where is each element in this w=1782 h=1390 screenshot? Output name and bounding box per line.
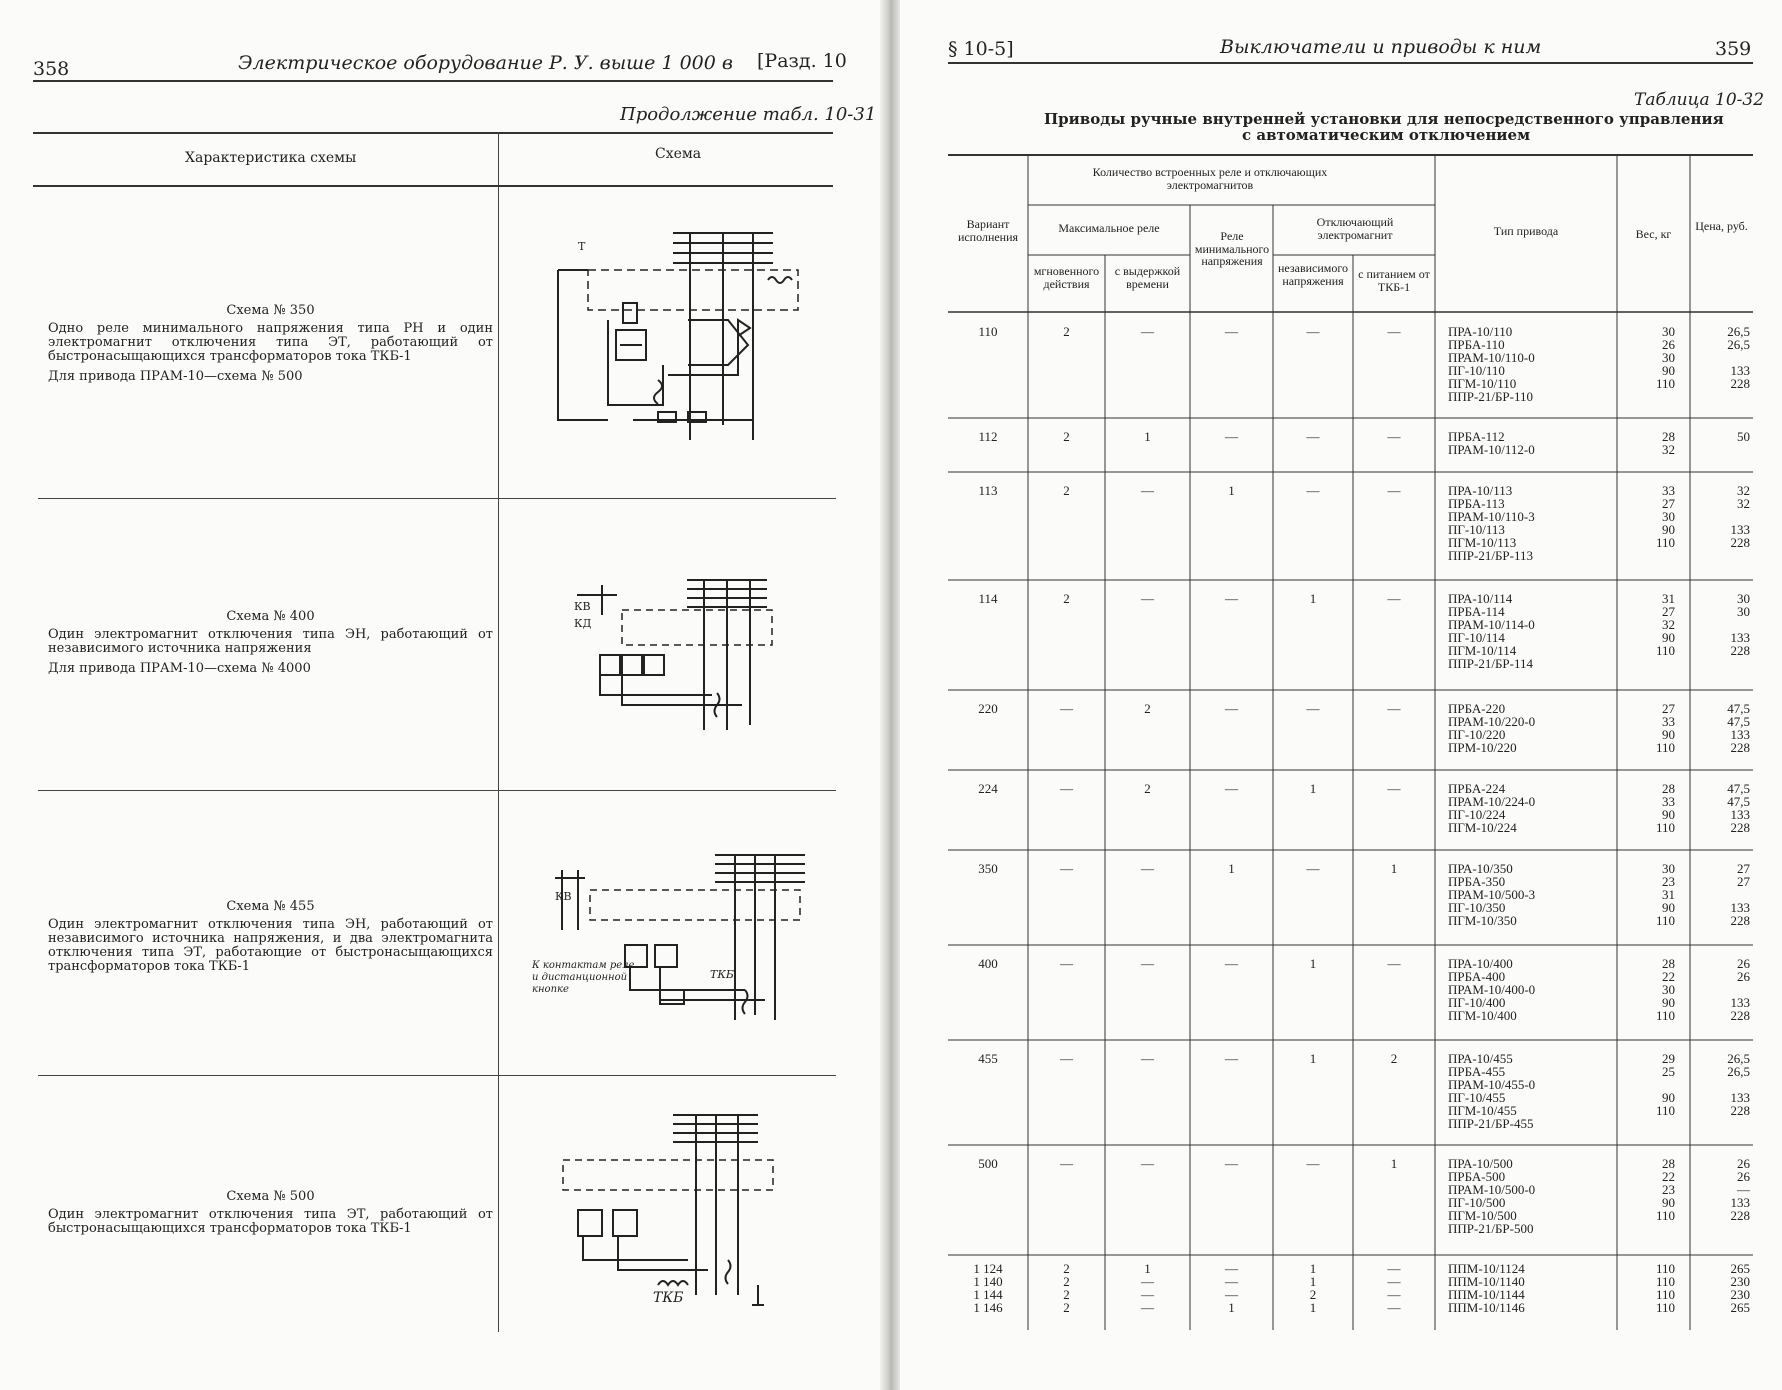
table-top-rule bbox=[33, 132, 833, 134]
scheme-455-title: Схема № 455 bbox=[226, 899, 315, 914]
cell-w: 27 bbox=[1662, 701, 1675, 716]
cell-c5: — bbox=[1387, 1274, 1401, 1289]
cell-types: ПРАМ-10/400-0 bbox=[1448, 982, 1536, 997]
cell-types: ПРБА-113 bbox=[1448, 496, 1505, 511]
cell-types: ППР-21/БР-455 bbox=[1448, 1116, 1534, 1131]
scheme-455-description bbox=[48, 900, 493, 980]
cell-types: ПРБА-455 bbox=[1448, 1064, 1506, 1079]
cell-v: 400 bbox=[978, 956, 998, 971]
cell-w: 30 bbox=[1662, 861, 1675, 876]
cell-c3: — bbox=[1225, 324, 1238, 339]
cell-types: ПГМ-10/455 bbox=[1448, 1103, 1517, 1118]
left-page bbox=[0, 0, 880, 1390]
cell-w: 28 bbox=[1662, 429, 1675, 444]
cell-c5: — bbox=[1387, 1261, 1401, 1276]
cell-c2: — bbox=[1141, 1300, 1154, 1315]
cell-c4: — bbox=[1306, 429, 1320, 444]
row-rule-2 bbox=[38, 790, 836, 791]
cell-v: 112 bbox=[978, 429, 998, 444]
cell-types: ПГ-10/455 bbox=[1448, 1090, 1506, 1105]
scheme-350-note: Для привода ПРАМ-10—схема № 500 bbox=[48, 369, 303, 384]
cell-w: 28 bbox=[1662, 956, 1675, 971]
cell-types: ППР-21/БР-110 bbox=[1448, 389, 1533, 404]
cell-types: ПГМ-10/224 bbox=[1448, 820, 1517, 835]
cell-v: 1 144 bbox=[973, 1287, 1003, 1302]
cell-v: 114 bbox=[978, 591, 998, 606]
cell-types: ПРА-10/500 bbox=[1448, 1156, 1513, 1171]
cell-w: 22 bbox=[1662, 1169, 1675, 1184]
scheme-400-description bbox=[48, 610, 493, 682]
cell-w: 110 bbox=[1655, 376, 1675, 391]
scheme-400-diagram bbox=[572, 575, 782, 745]
cell-p: 47,5 bbox=[1727, 714, 1750, 729]
cell-w: 90 bbox=[1662, 727, 1675, 742]
cell-c5: 1 bbox=[1390, 1156, 1398, 1171]
cell-w: 110 bbox=[1655, 1008, 1675, 1023]
cell-c5: — bbox=[1387, 956, 1401, 971]
cell-w: 110 bbox=[1655, 740, 1675, 755]
scheme-500-tkb-label: ТКБ bbox=[653, 1290, 684, 1306]
cell-c3: 1 bbox=[1228, 1300, 1235, 1315]
cell-p: 50 bbox=[1737, 429, 1750, 444]
cell-p: 133 bbox=[1730, 522, 1750, 537]
cell-types: ПРМ-10/220 bbox=[1448, 740, 1517, 755]
cell-w: 31 bbox=[1662, 887, 1675, 902]
hdr-independent: независимого напряжения bbox=[1277, 261, 1348, 288]
cell-p: 228 bbox=[1730, 820, 1750, 835]
hdr-variant: Вариант исполнения bbox=[957, 217, 1019, 244]
cell-types: ППМ-10/1146 bbox=[1448, 1300, 1525, 1315]
cell-c2: — bbox=[1141, 1274, 1154, 1289]
cell-p: 228 bbox=[1730, 1103, 1750, 1118]
cell-c3: — bbox=[1225, 1261, 1238, 1276]
cell-c4: 1 bbox=[1309, 956, 1317, 971]
cell-v: 113 bbox=[978, 483, 998, 498]
cell-types: ППМ-10/1144 bbox=[1448, 1287, 1525, 1302]
scheme-500-text: Один электромагнит отключения типа ЭТ, работающий от быстронасыщающихся трансформаторов тока ТКБ-1 bbox=[48, 1207, 493, 1236]
cell-v: 224 bbox=[978, 781, 998, 796]
cell-c1: 2 bbox=[1063, 1274, 1070, 1289]
cell-w: 90 bbox=[1662, 1195, 1675, 1210]
cell-c5: — bbox=[1387, 1300, 1401, 1315]
cell-c4: — bbox=[1306, 324, 1320, 339]
cell-v: 500 bbox=[978, 1156, 998, 1171]
cell-c1: 2 bbox=[1063, 1300, 1070, 1315]
cell-c2: 2 bbox=[1144, 781, 1151, 796]
cell-c5: — bbox=[1387, 591, 1401, 606]
hdr-min-relay: Реле минимального напряжения bbox=[1194, 229, 1270, 268]
cell-w: 30 bbox=[1662, 350, 1675, 365]
running-title-left: Электрическое оборудование Р. У. выше 1 000 в bbox=[238, 52, 733, 74]
cell-w: 28 bbox=[1662, 1156, 1675, 1171]
cell-p: 228 bbox=[1730, 643, 1750, 658]
cell-types: ПРАМ-10/455-0 bbox=[1448, 1077, 1536, 1092]
cell-w: 32 bbox=[1662, 617, 1675, 632]
cell-c1: 2 bbox=[1063, 1287, 1070, 1302]
cell-types: ПРАМ-10/110-0 bbox=[1448, 350, 1535, 365]
cell-c1: 2 bbox=[1063, 483, 1070, 498]
cell-c5: — bbox=[1387, 781, 1401, 796]
cell-p: 26 bbox=[1737, 969, 1750, 984]
cell-p: 26,5 bbox=[1727, 1051, 1750, 1066]
cell-w: 23 bbox=[1662, 874, 1675, 889]
cell-p: 30 bbox=[1737, 604, 1750, 619]
cell-p: 133 bbox=[1730, 807, 1750, 822]
cell-v: 220 bbox=[978, 701, 998, 716]
cell-w: 110 bbox=[1655, 1103, 1675, 1118]
cell-c4: — bbox=[1306, 861, 1320, 876]
cell-w: 29 bbox=[1662, 1051, 1675, 1066]
cell-c5: — bbox=[1387, 483, 1401, 498]
cell-p: 26,5 bbox=[1727, 337, 1750, 352]
cell-w: 90 bbox=[1662, 807, 1675, 822]
table-title-line1: Приводы ручные внутренней установки для непосредственного управления bbox=[1044, 110, 1724, 128]
section-ref-left: [Разд. 10 bbox=[757, 50, 847, 72]
cell-types: ПГМ-10/113 bbox=[1448, 535, 1517, 550]
cell-types: ПРАМ-10/114-0 bbox=[1448, 617, 1535, 632]
cell-types: ПГМ-10/400 bbox=[1448, 1008, 1517, 1023]
cell-c5: — bbox=[1387, 324, 1401, 339]
cell-p: 230 bbox=[1730, 1274, 1750, 1289]
hdr-tkb: с питанием от ТКБ-1 bbox=[1358, 267, 1430, 294]
cell-p: 47,5 bbox=[1727, 781, 1750, 796]
cell-p: 228 bbox=[1730, 1208, 1750, 1223]
scheme-350-diagram bbox=[548, 225, 808, 455]
cell-types: ПРБА-224 bbox=[1448, 781, 1506, 796]
header-rule bbox=[33, 80, 833, 82]
cell-c3: — bbox=[1225, 1156, 1238, 1171]
cell-types: ППР-21/БР-114 bbox=[1448, 656, 1533, 671]
cell-types: ПРБА-114 bbox=[1448, 604, 1505, 619]
cell-w: 110 bbox=[1655, 535, 1675, 550]
cell-w: 110 bbox=[1655, 1300, 1675, 1315]
scheme-400-text: Один электромагнит отключения типа ЭН, работающий от независимого источника напряжения bbox=[48, 627, 493, 656]
cell-types: ППР-21/БР-500 bbox=[1448, 1221, 1534, 1236]
cell-w: 90 bbox=[1662, 522, 1675, 537]
cell-w: 110 bbox=[1655, 1261, 1675, 1276]
cell-c5: 1 bbox=[1390, 861, 1398, 876]
cell-c2: — bbox=[1141, 1287, 1154, 1302]
cell-p: 32 bbox=[1737, 483, 1750, 498]
cell-c3: — bbox=[1225, 781, 1238, 796]
cell-types: ПРАМ-10/500-0 bbox=[1448, 1182, 1536, 1197]
hdr-price: Цена, руб. bbox=[1695, 219, 1748, 233]
cell-p: 27 bbox=[1737, 861, 1750, 876]
scheme-500-diagram bbox=[558, 1110, 788, 1310]
cell-w: 33 bbox=[1662, 483, 1675, 498]
scheme-500-title: Схема № 500 bbox=[226, 1189, 315, 1204]
cell-c1: — bbox=[1060, 861, 1073, 876]
cell-c4: — bbox=[1306, 483, 1320, 498]
cell-w: 90 bbox=[1662, 363, 1675, 378]
cell-types: ПРБА-400 bbox=[1448, 969, 1506, 984]
cell-types: ПРАМ-10/220-0 bbox=[1448, 714, 1536, 729]
cell-types: ПГ-10/220 bbox=[1448, 727, 1506, 742]
cell-types: ПРАМ-10/112-0 bbox=[1448, 442, 1535, 457]
cell-w: 90 bbox=[1662, 630, 1675, 645]
cell-p: 47,5 bbox=[1727, 701, 1750, 716]
hdr-trip-group: Отключающий электромагнит bbox=[1316, 215, 1394, 242]
page-number-right: 359 bbox=[1715, 38, 1752, 60]
table-title-line2: с автоматическим отключением bbox=[1242, 126, 1531, 144]
scheme-455-contact-note: К контактам реле и дистанционной кнопке bbox=[532, 960, 635, 995]
cell-types: ПРА-10/455 bbox=[1448, 1051, 1513, 1066]
scheme-400-kd-label: КД bbox=[574, 617, 592, 630]
cell-types: ПГ-10/110 bbox=[1448, 363, 1505, 378]
scheme-455-text: Один электромагнит отключения типа ЭН, работающий от независимого источника напряжения, и два электромагнита отключения типа ЭТ, работающие от быстронасыщающихся трансформаторов тока ТКБ-1 bbox=[48, 917, 493, 974]
cell-p: 30 bbox=[1737, 591, 1750, 606]
cell-c2: 2 bbox=[1144, 701, 1151, 716]
cell-p: 26 bbox=[1737, 1169, 1750, 1184]
cell-c4: 1 bbox=[1309, 1051, 1317, 1066]
cell-p: 26 bbox=[1737, 1156, 1750, 1171]
cell-c4: — bbox=[1306, 701, 1320, 716]
cell-c3: — bbox=[1225, 1274, 1238, 1289]
cell-p: 133 bbox=[1730, 1090, 1750, 1105]
cell-types: ПРА-10/400 bbox=[1448, 956, 1513, 971]
hdr-delay: с выдержкой времени bbox=[1114, 264, 1181, 291]
cell-c5: — bbox=[1387, 701, 1401, 716]
cell-p: 26 bbox=[1737, 956, 1750, 971]
cell-p: 26,5 bbox=[1727, 1064, 1750, 1079]
scheme-350-t-label: Т bbox=[578, 240, 586, 253]
cell-w: 33 bbox=[1662, 794, 1675, 809]
table-grid bbox=[900, 0, 1782, 1340]
cell-c4: 1 bbox=[1309, 1261, 1317, 1276]
cell-types: ПРА-10/114 bbox=[1448, 591, 1513, 606]
cell-p: 32 bbox=[1737, 496, 1750, 511]
cell-types: ПРБА-220 bbox=[1448, 701, 1506, 716]
hdr-count-group: Количество встроенных реле и отключающих электромагнитов bbox=[1092, 165, 1328, 192]
cell-types: ПГМ-10/500 bbox=[1448, 1208, 1517, 1223]
cell-types: ПРА-10/113 bbox=[1448, 483, 1513, 498]
cell-c3: 1 bbox=[1228, 861, 1235, 876]
cell-c3: — bbox=[1225, 701, 1238, 716]
cell-p: 133 bbox=[1730, 363, 1750, 378]
cell-types: ППР-21/БР-113 bbox=[1448, 548, 1533, 563]
cell-c1: — bbox=[1060, 1051, 1073, 1066]
cell-w: 110 bbox=[1655, 643, 1675, 658]
page-number-left: 358 bbox=[33, 58, 70, 80]
cell-w: 110 bbox=[1655, 1208, 1675, 1223]
cell-types: ПГ-10/500 bbox=[1448, 1195, 1506, 1210]
cell-w: 110 bbox=[1655, 820, 1675, 835]
cell-p: 228 bbox=[1730, 376, 1750, 391]
cell-types: ПРАМ-10/500-3 bbox=[1448, 887, 1536, 902]
cell-w: 110 bbox=[1655, 1274, 1675, 1289]
book-gutter bbox=[880, 0, 900, 1390]
cell-c1: 2 bbox=[1063, 1261, 1070, 1276]
scheme-350-text: Одно реле минимального напряжения типа РН и один электромагнит отключения типа ЭТ, работающий от быстронасыщающихся трансформаторов тока ТКБ-1 bbox=[48, 321, 493, 364]
row-rule-3 bbox=[38, 1075, 836, 1076]
cell-types: ПРА-10/350 bbox=[1448, 861, 1513, 876]
scheme-400-title: Схема № 400 bbox=[226, 609, 315, 624]
cell-c3: — bbox=[1225, 429, 1238, 444]
cell-w: 30 bbox=[1662, 509, 1675, 524]
cell-c2: — bbox=[1141, 483, 1154, 498]
cell-types: ПГМ-10/350 bbox=[1448, 913, 1517, 928]
hdr-type: Тип привода bbox=[1493, 224, 1559, 238]
section-ref-right: § 10-5] bbox=[948, 38, 1014, 60]
cell-w: 90 bbox=[1662, 995, 1675, 1010]
cell-c4: 1 bbox=[1309, 781, 1317, 796]
right-page bbox=[900, 0, 1782, 1390]
cell-v: 110 bbox=[978, 324, 998, 339]
cell-types: ПРА-10/110 bbox=[1448, 324, 1513, 339]
cell-p: 133 bbox=[1730, 900, 1750, 915]
cell-c1: — bbox=[1060, 1156, 1073, 1171]
cell-types: ПРБА-350 bbox=[1448, 874, 1506, 889]
row-rule-1 bbox=[38, 498, 836, 499]
cell-c5: — bbox=[1387, 1287, 1401, 1302]
cell-c3: — bbox=[1225, 1051, 1238, 1066]
cell-c5: 2 bbox=[1390, 1051, 1398, 1066]
cell-types: ППМ-10/1140 bbox=[1448, 1274, 1525, 1289]
hdr-instant: мгновенного действия bbox=[1033, 264, 1100, 291]
cell-c1: — bbox=[1060, 781, 1073, 796]
table-label: Таблица 10-32 bbox=[1634, 90, 1765, 110]
scheme-455-diagram bbox=[550, 850, 820, 1030]
cell-w: 27 bbox=[1662, 496, 1675, 511]
cell-types: ПРАМ-10/224-0 bbox=[1448, 794, 1536, 809]
cell-w: 28 bbox=[1662, 781, 1675, 796]
scheme-350-title: Схема № 350 bbox=[226, 303, 315, 318]
running-title-right: Выключатели и приводы к ним bbox=[1220, 36, 1542, 58]
cell-c4: 1 bbox=[1309, 1274, 1317, 1289]
cell-c3: 1 bbox=[1228, 483, 1235, 498]
cell-w: 110 bbox=[1655, 1287, 1675, 1302]
continuation-label: Продолжение табл. 10-31 bbox=[620, 104, 877, 125]
cell-w: 30 bbox=[1662, 982, 1675, 997]
cell-v: 350 bbox=[978, 861, 998, 876]
cell-p: 228 bbox=[1730, 1008, 1750, 1023]
cell-c5: — bbox=[1387, 429, 1401, 444]
cell-p: 133 bbox=[1730, 727, 1750, 742]
cell-c2: — bbox=[1141, 1051, 1154, 1066]
cell-types: ПГ-10/224 bbox=[1448, 807, 1506, 822]
cell-p: 27 bbox=[1737, 874, 1750, 889]
header-bottom-rule bbox=[33, 185, 833, 187]
cell-v: 1 146 bbox=[973, 1300, 1003, 1315]
cell-v: 1 140 bbox=[973, 1274, 1003, 1289]
cell-v: 455 bbox=[978, 1051, 998, 1066]
cell-types: ПГ-10/350 bbox=[1448, 900, 1506, 915]
cell-w: 25 bbox=[1662, 1064, 1675, 1079]
cell-types: ПРБА-110 bbox=[1448, 337, 1505, 352]
cell-types: ППМ-10/1124 bbox=[1448, 1261, 1525, 1276]
cell-v: 1 124 bbox=[973, 1261, 1003, 1276]
cell-c3: — bbox=[1225, 1287, 1238, 1302]
cell-p: — bbox=[1737, 1182, 1750, 1197]
scheme-455-tkb-label: ТКБ bbox=[710, 968, 734, 981]
cell-types: ПРАМ-10/110-3 bbox=[1448, 509, 1535, 524]
cell-c2: — bbox=[1141, 591, 1154, 606]
cell-c1: 2 bbox=[1063, 591, 1070, 606]
cell-c1: — bbox=[1060, 956, 1073, 971]
cell-w: 27 bbox=[1662, 604, 1675, 619]
cell-c2: — bbox=[1141, 324, 1154, 339]
cell-c4: 1 bbox=[1309, 591, 1317, 606]
cell-c2: 1 bbox=[1144, 429, 1151, 444]
cell-p: 265 bbox=[1730, 1300, 1750, 1315]
cell-w: 90 bbox=[1662, 1090, 1675, 1105]
scheme-400-note: Для привода ПРАМ-10—схема № 4000 bbox=[48, 661, 311, 676]
cell-p: 228 bbox=[1730, 913, 1750, 928]
cell-p: 26,5 bbox=[1727, 324, 1750, 339]
cell-p: 47,5 bbox=[1727, 794, 1750, 809]
cell-w: 33 bbox=[1662, 714, 1675, 729]
cell-types: ПГ-10/114 bbox=[1448, 630, 1505, 645]
cell-p: 133 bbox=[1730, 995, 1750, 1010]
cell-p: 133 bbox=[1730, 1195, 1750, 1210]
cell-c1: 2 bbox=[1063, 429, 1070, 444]
cell-w: 90 bbox=[1662, 900, 1675, 915]
cell-types: ПРБА-500 bbox=[1448, 1169, 1506, 1184]
cell-w: 110 bbox=[1655, 913, 1675, 928]
cell-c4: 1 bbox=[1309, 1300, 1317, 1315]
cell-c3: — bbox=[1225, 956, 1238, 971]
cell-types: ПГМ-10/114 bbox=[1448, 643, 1517, 658]
cell-w: 26 bbox=[1662, 337, 1675, 352]
cell-c2: — bbox=[1141, 956, 1154, 971]
hdr-weight: Вес, кг bbox=[1635, 227, 1672, 241]
cell-c1: — bbox=[1060, 701, 1073, 716]
cell-p: 265 bbox=[1730, 1261, 1750, 1276]
col-header-characteristic: Характеристика схемы bbox=[185, 150, 357, 166]
cell-p: 230 bbox=[1730, 1287, 1750, 1302]
cell-c4: 2 bbox=[1309, 1287, 1317, 1302]
cell-c2: 1 bbox=[1144, 1261, 1151, 1276]
cell-w: 32 bbox=[1662, 442, 1675, 457]
cell-types: ПГ-10/113 bbox=[1448, 522, 1505, 537]
cell-c2: — bbox=[1141, 1156, 1154, 1171]
scheme-350-description bbox=[48, 304, 493, 390]
scheme-455-kv-label: КВ bbox=[555, 890, 572, 903]
cell-p: 133 bbox=[1730, 630, 1750, 645]
cell-c1: 2 bbox=[1063, 324, 1070, 339]
column-divider bbox=[498, 132, 499, 1332]
cell-p: 228 bbox=[1730, 535, 1750, 550]
cell-w: 31 bbox=[1662, 591, 1675, 606]
scheme-400-kv-label: КВ bbox=[574, 600, 591, 613]
hdr-max-relay: Максимальное реле bbox=[1058, 221, 1160, 235]
cell-p: 228 bbox=[1730, 740, 1750, 755]
col-header-scheme: Схема bbox=[655, 146, 702, 162]
cell-c3: — bbox=[1225, 591, 1238, 606]
cell-c4: — bbox=[1306, 1156, 1320, 1171]
cell-types: ПРБА-112 bbox=[1448, 429, 1505, 444]
cell-types: ПГМ-10/110 bbox=[1448, 376, 1517, 391]
cell-w: 30 bbox=[1662, 324, 1675, 339]
cell-w: 22 bbox=[1662, 969, 1675, 984]
cell-c2: — bbox=[1141, 861, 1154, 876]
cell-types: ПГ-10/400 bbox=[1448, 995, 1506, 1010]
scheme-500-description bbox=[48, 1190, 493, 1242]
cell-w: 23 bbox=[1662, 1182, 1675, 1197]
